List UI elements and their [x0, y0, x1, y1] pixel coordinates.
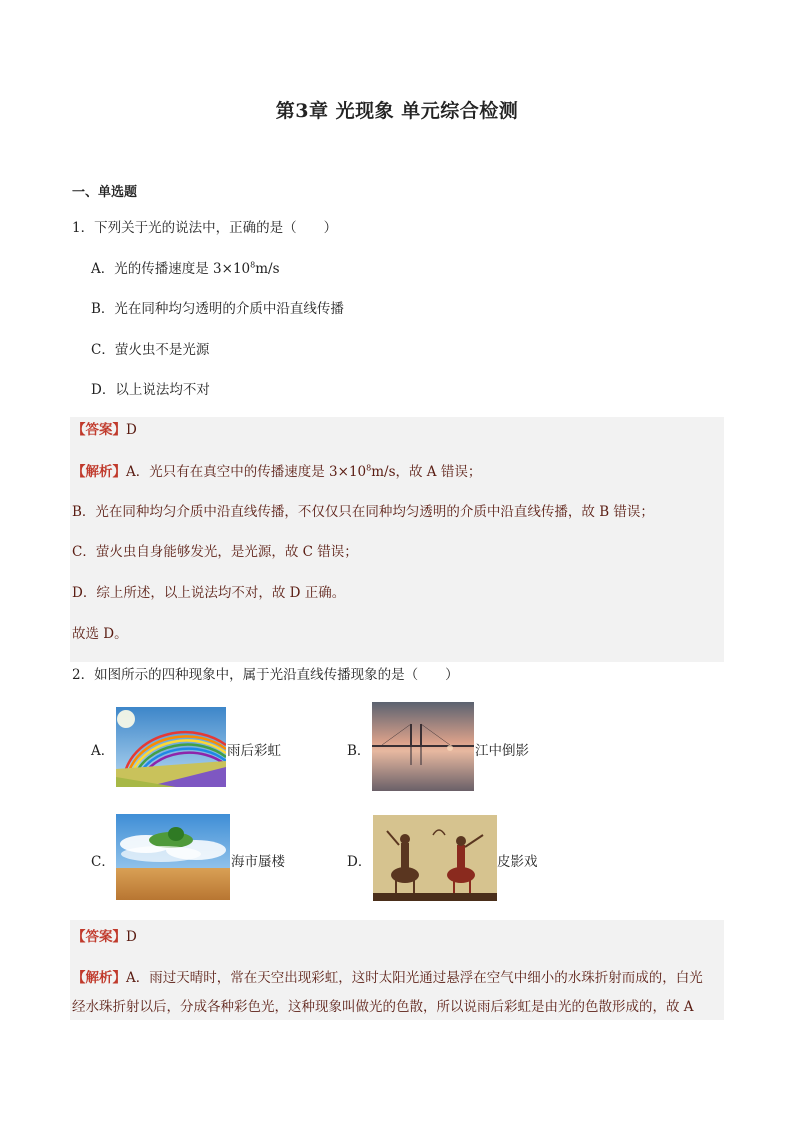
- bridge-reflection-image: [372, 702, 474, 791]
- mirage-image: [116, 814, 230, 900]
- question-1-stem: 1．下列关于光的说法中，正确的是（ ）: [72, 220, 338, 236]
- question-1-option-b: B．光在同种均匀透明的介质中沿直线传播: [91, 301, 344, 317]
- shadow-play-image: [373, 815, 497, 901]
- question-2-option-b-letter: B．: [347, 743, 371, 759]
- question-1-option-c: C．萤火虫不是光源: [91, 342, 210, 358]
- question-2-option-d-letter: D．: [347, 854, 372, 870]
- question-1-option-d: D．以上说法均不对: [91, 382, 210, 398]
- question-2-analysis-line-1: 【解析】A．雨过天晴时，常在天空出现彩虹，这时太阳光通过悬浮在空气中细小的水珠折射而成的，白光: [72, 970, 703, 986]
- question-2-answer: 【答案】D: [72, 929, 137, 945]
- question-1-analysis-c: C．萤火虫自身能够发光，是光源，故 C 错误；: [72, 544, 358, 560]
- question-1-analysis-b: B．光在同种均匀介质中沿直线传播，不仅仅只在同种均匀透明的介质中沿直线传播，故 B 错误；: [72, 504, 654, 520]
- question-1-option-a: A．光的传播速度是 $3\times 10^8m/s$: [91, 260, 280, 277]
- question-2-option-d-caption: 皮影戏: [497, 854, 538, 870]
- section-heading: 一、单选题: [72, 185, 138, 200]
- question-2-option-c-caption: 海市蜃楼: [231, 854, 285, 870]
- question-1-conclusion: 故选 D。: [72, 626, 128, 642]
- rainbow-image: [116, 707, 226, 787]
- question-1-analysis-d: D．综上所述，以上说法均不对，故 D 正确。: [72, 585, 346, 601]
- question-2-option-a-caption: 雨后彩虹: [227, 743, 281, 759]
- question-1-answer: 【答案】D: [72, 422, 137, 438]
- question-2-option-b-caption: 江中倒影: [475, 743, 529, 759]
- question-2-stem: 2．如图所示的四种现象中，属于光沿直线传播现象的是（ ）: [72, 667, 459, 683]
- page-title: 第3章 光现象 单元综合检测: [275, 100, 519, 122]
- question-2-option-a-letter: A．: [91, 743, 115, 759]
- question-2-option-c-letter: C．: [91, 854, 115, 870]
- question-1-analysis-a: 【解析】A．光只有在真空中的传播速度是 $3\times 10^8m/s$，故 A 错误；: [72, 463, 482, 480]
- question-2-analysis-line-2: 经水珠折射以后，分成各种彩色光，这种现象叫做光的色散，所以说雨后彩虹是由光的色散形成的，故 A: [72, 999, 694, 1015]
